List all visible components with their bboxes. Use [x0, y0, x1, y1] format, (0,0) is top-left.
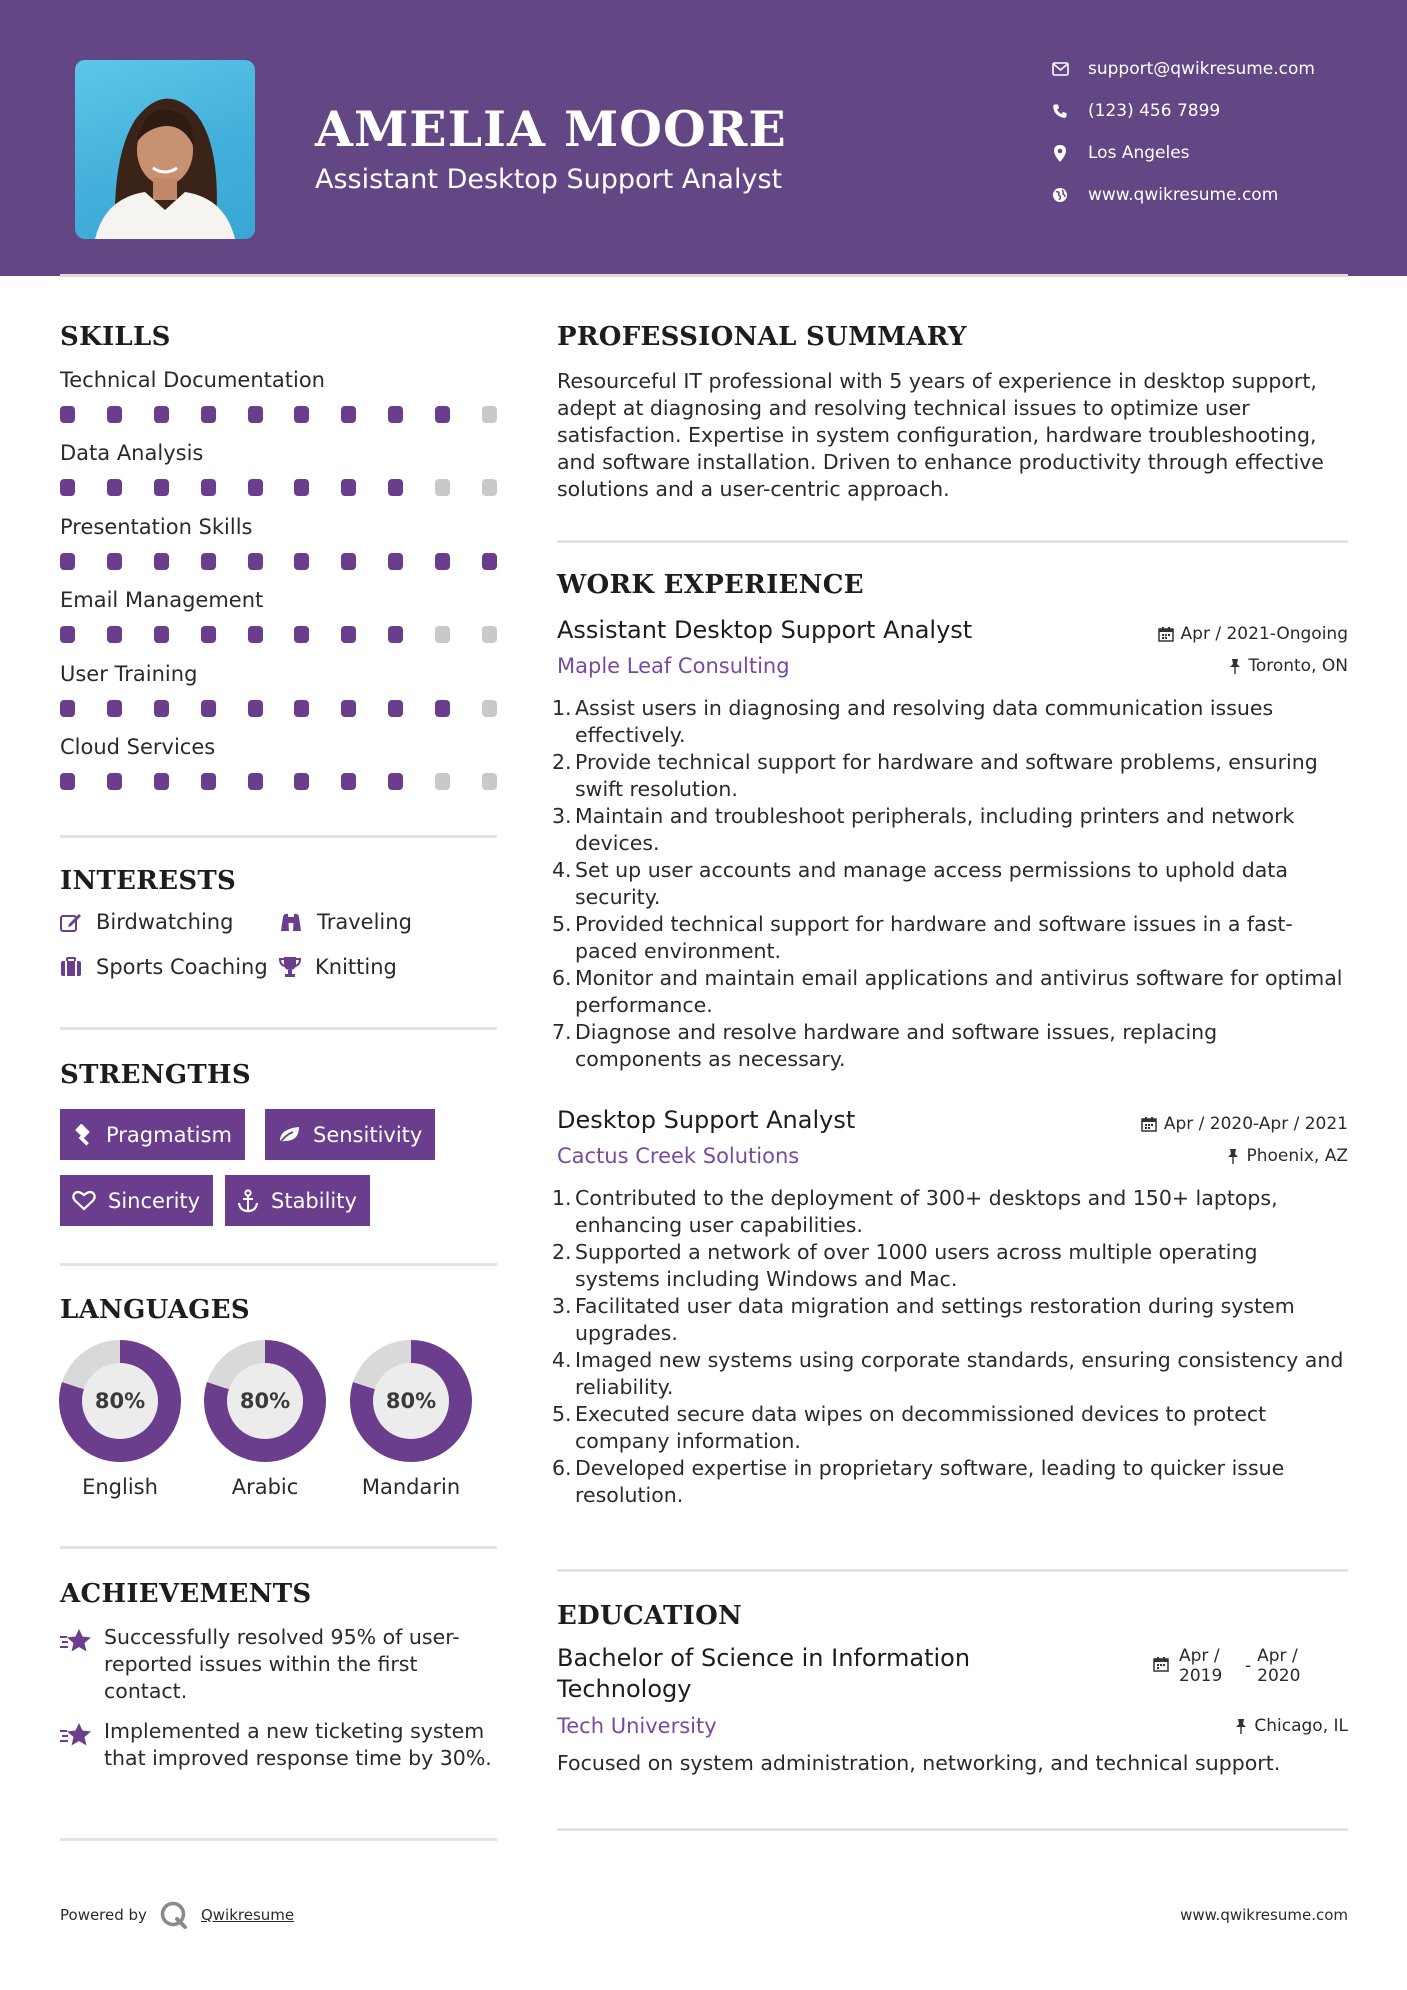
skill-rating	[60, 479, 497, 497]
job-bullet-item	[552, 1239, 1347, 1293]
rating-dot-filled	[388, 553, 403, 570]
job-bullet-item	[552, 911, 1347, 965]
skill-rating	[60, 406, 497, 424]
rating-dot-filled	[341, 700, 356, 717]
bullet-text: Facilitated user data migration and settings restoration during system upgrades.	[575, 1294, 1295, 1345]
skill-label: Technical Documentation	[60, 368, 325, 392]
section-divider	[557, 1569, 1348, 1572]
job-bullet-item	[552, 1347, 1347, 1401]
interest-item-sports-coaching	[60, 955, 268, 979]
bullet-text: Imaged new systems using corporate standards, ensuring consistency and reliability.	[575, 1348, 1344, 1399]
rating-dot-empty	[482, 700, 497, 717]
rating-dot-empty	[435, 773, 450, 790]
rating-dot-filled	[60, 700, 75, 717]
strength-label: Sincerity	[108, 1188, 201, 1213]
trophy-icon	[279, 956, 301, 978]
contact-website[interactable]	[1050, 180, 1278, 210]
star-icon	[60, 1628, 92, 1654]
language-percent: 80%	[82, 1363, 158, 1439]
experience-heading: WORK EXPERIENCE	[557, 570, 864, 600]
suitcase-icon	[60, 957, 82, 977]
section-divider	[60, 1838, 497, 1841]
job-bullet-item	[552, 857, 1347, 911]
job-company: Cactus Creek Solutions	[557, 1144, 800, 1168]
rating-dot-filled	[482, 553, 497, 570]
star-icon	[60, 1722, 92, 1748]
education-description: Focused on system administration, networking, and technical support.	[557, 1751, 1281, 1775]
education-date-separator: -	[1245, 1656, 1252, 1676]
bullet-number: 1.	[552, 696, 572, 720]
education-heading: EDUCATION	[557, 1601, 743, 1631]
strengths-heading: STRENGTHS	[60, 1060, 251, 1090]
calendar-icon	[1153, 1656, 1169, 1672]
rating-dot-filled	[60, 479, 75, 496]
leaf-icon	[277, 1125, 301, 1145]
rating-dot-filled	[154, 700, 169, 717]
language-progress-ring	[204, 1340, 326, 1462]
interest-label: Traveling	[317, 910, 412, 934]
rating-dot-filled	[248, 553, 263, 570]
rating-dot-filled	[248, 626, 263, 643]
rating-dot-filled	[154, 773, 169, 790]
rating-dot-filled	[201, 700, 216, 717]
footer-website[interactable]: www.qwikresume.com	[1180, 1906, 1348, 1924]
powered-by-label: Powered by	[60, 1906, 147, 1924]
rating-dot-filled	[107, 479, 122, 496]
skill-rating	[60, 700, 497, 718]
globe-icon	[1050, 185, 1070, 205]
job-location-text: Toronto, ON	[1248, 656, 1348, 676]
pushpin-icon	[1227, 1148, 1239, 1164]
bullet-text: Supported a network of over 1000 users across multiple operating systems including Windows and Mac.	[575, 1240, 1258, 1291]
education-degree: Bachelor of Science in Information Technology	[557, 1644, 971, 1703]
rating-dot-filled	[388, 406, 403, 423]
interest-label: Sports Coaching	[96, 955, 268, 979]
bullet-number: 2.	[552, 750, 572, 774]
bullet-number: 4.	[552, 858, 572, 882]
rating-dot-filled	[154, 553, 169, 570]
strength-badge-sensitivity	[265, 1109, 435, 1160]
bullet-text: Maintain and troubleshoot peripherals, including printers and network devices.	[575, 804, 1295, 855]
rating-dot-filled	[60, 406, 75, 423]
rating-dot-filled	[435, 553, 450, 570]
rating-dot-filled	[248, 773, 263, 790]
rating-dot-empty	[482, 773, 497, 790]
contact-location	[1050, 138, 1190, 168]
bullet-text: Provided technical support for hardware and software issues in a fast-paced environment.	[575, 912, 1293, 963]
rating-dot-empty	[482, 406, 497, 423]
interest-item-traveling	[279, 910, 412, 934]
contact-phone-text: (123) 456 7899	[1088, 101, 1221, 121]
bullet-number: 5.	[552, 912, 572, 936]
binoculars-icon	[279, 911, 303, 933]
bullet-number: 5.	[552, 1402, 572, 1426]
pushpin-icon	[1229, 658, 1241, 674]
rating-dot-filled	[388, 626, 403, 643]
rating-dot-filled	[435, 700, 450, 717]
rating-dot-filled	[201, 626, 216, 643]
bullet-number: 3.	[552, 804, 572, 828]
achievements-heading: ACHIEVEMENTS	[60, 1579, 312, 1609]
rating-dot-filled	[388, 700, 403, 717]
bullet-number: 2.	[552, 1240, 572, 1264]
bullet-text: Contributed to the deployment of 300+ desktops and 150+ laptops, enhancing user capabilities.	[575, 1186, 1278, 1237]
bullet-text: Developed expertise in proprietary software, leading to quicker issue resolution.	[575, 1456, 1285, 1507]
rating-dot-filled	[294, 700, 309, 717]
section-divider	[557, 1828, 1348, 1831]
education-location-text: Chicago, IL	[1254, 1716, 1348, 1736]
job-bullet-item	[552, 803, 1347, 857]
rating-dot-filled	[248, 406, 263, 423]
job-location	[1229, 656, 1348, 676]
language-percent: 80%	[227, 1363, 303, 1439]
job-bullet-item	[552, 1293, 1347, 1347]
bullet-number: 1.	[552, 1186, 572, 1210]
bullet-text: Assist users in diagnosing and resolving data communication issues effectively.	[575, 696, 1274, 747]
gavel-icon	[72, 1124, 94, 1146]
qwikresume-link[interactable]: Qwikresume	[200, 1906, 295, 1924]
rating-dot-filled	[107, 553, 122, 570]
rating-dot-filled	[341, 773, 356, 790]
rating-dot-filled	[294, 626, 309, 643]
section-divider	[60, 835, 497, 838]
anchor-icon	[237, 1189, 259, 1213]
rating-dot-filled	[294, 553, 309, 570]
bullet-number: 6.	[552, 1456, 572, 1480]
education-date-start: Apr / 2019	[1179, 1646, 1223, 1686]
job-location-text: Phoenix, AZ	[1246, 1146, 1348, 1166]
candidate-title: Assistant Desktop Support Analyst	[315, 164, 783, 195]
education-date-end: Apr / 2020	[1257, 1646, 1301, 1686]
job-bullet-item	[552, 1401, 1347, 1455]
rating-dot-filled	[435, 406, 450, 423]
strength-label: Pragmatism	[106, 1122, 232, 1147]
job-bullet-item	[552, 1455, 1347, 1509]
map-marker-icon	[1050, 143, 1070, 163]
section-divider	[60, 1546, 497, 1549]
skill-rating	[60, 773, 497, 791]
rating-dot-filled	[107, 626, 122, 643]
job-bullet-item	[552, 695, 1347, 749]
rating-dot-filled	[341, 626, 356, 643]
job-dates-text: Apr / 2020-Apr / 2021	[1163, 1114, 1348, 1134]
language-progress-ring	[350, 1340, 472, 1462]
rating-dot-filled	[388, 479, 403, 496]
strength-label: Sensitivity	[313, 1122, 423, 1147]
achievement-item: Successfully resolved 95% of user-reported issues within the first contact.	[104, 1625, 460, 1703]
skill-label: Presentation Skills	[60, 514, 253, 539]
bullet-number: 4.	[552, 1348, 572, 1372]
job-dates	[1158, 624, 1348, 644]
strength-label: Stability	[271, 1188, 357, 1213]
rating-dot-filled	[294, 773, 309, 790]
resume-header	[0, 0, 1407, 276]
pushpin-icon	[1235, 1718, 1247, 1734]
rating-dot-filled	[154, 479, 169, 496]
rating-dot-filled	[248, 700, 263, 717]
skill-label: Data Analysis	[60, 441, 204, 466]
rating-dot-filled	[154, 406, 169, 423]
education-school: Tech University	[557, 1714, 717, 1738]
bullet-text: Set up user accounts and manage access permissions to uphold data security.	[575, 858, 1288, 909]
job-location	[1227, 1146, 1348, 1166]
footer-powered-by	[60, 1900, 294, 1930]
interest-item-knitting	[279, 955, 397, 979]
rating-dot-empty	[435, 479, 450, 496]
job-company: Maple Leaf Consulting	[557, 654, 790, 678]
skill-label: Cloud Services	[60, 735, 216, 759]
skills-heading: SKILLS	[60, 322, 171, 352]
rating-dot-empty	[482, 479, 497, 496]
rating-dot-filled	[341, 553, 356, 570]
rating-dot-filled	[248, 479, 263, 496]
job-dates-text: Apr / 2021-Ongoing	[1180, 624, 1348, 644]
job-bullet-item	[552, 1019, 1347, 1073]
contact-phone[interactable]	[1050, 96, 1220, 126]
summary-heading: PROFESSIONAL SUMMARY	[557, 322, 967, 352]
skill-rating	[60, 553, 497, 571]
job-bullets	[552, 695, 1347, 1073]
phone-icon	[1050, 101, 1070, 121]
contact-website-text: www.qwikresume.com	[1088, 185, 1279, 205]
qwikresume-logo-icon	[159, 1900, 189, 1930]
rating-dot-filled	[201, 479, 216, 496]
rating-dot-filled	[60, 553, 75, 570]
heart-icon	[72, 1190, 96, 1211]
bullet-text: Provide technical support for hardware and software problems, ensuring swift resolution.	[575, 750, 1318, 801]
job-title: Assistant Desktop Support Analyst	[557, 616, 973, 644]
job-dates	[1141, 1114, 1348, 1134]
contact-email[interactable]	[1050, 54, 1315, 84]
interests-heading: INTERESTS	[60, 866, 237, 896]
bullet-text: Diagnose and resolve hardware and software issues, replacing components as necessary.	[575, 1020, 1218, 1071]
language-name: Mandarin	[361, 1475, 461, 1499]
language-name: Arabic	[231, 1475, 299, 1499]
interest-item-birdwatching	[60, 910, 233, 934]
rating-dot-filled	[294, 406, 309, 423]
strength-badge-sincerity	[60, 1175, 213, 1226]
rating-dot-empty	[482, 626, 497, 643]
language-progress-ring	[59, 1340, 181, 1462]
calendar-icon	[1158, 626, 1174, 642]
rating-dot-filled	[107, 773, 122, 790]
language-name: English	[82, 1475, 158, 1499]
rating-dot-filled	[154, 626, 169, 643]
edit-icon	[60, 912, 82, 932]
candidate-name: AMELIA MOORE	[315, 100, 787, 158]
bullet-number: 3.	[552, 1294, 572, 1318]
contact-location-text: Los Angeles	[1088, 143, 1190, 163]
education-location	[1235, 1716, 1348, 1736]
rating-dot-filled	[60, 773, 75, 790]
rating-dot-filled	[60, 626, 75, 643]
interest-label: Knitting	[315, 955, 397, 979]
languages-heading: LANGUAGES	[60, 1295, 250, 1325]
job-bullet-item	[552, 965, 1347, 1019]
summary-text: Resourceful IT professional with 5 years of experience in desktop support, adept at diagnosing and resolving technical issues to optimize user satisfaction. Expertise in system configuration, hardware troubleshooting, and software installation. Driven to enhance productivity through effective solutions and a user-centric approach.	[557, 369, 1324, 501]
profile-photo-illustration	[75, 60, 255, 239]
job-bullet-item	[552, 1185, 1347, 1239]
bullet-text: Monitor and maintain email applications and antivirus software for optimal performance.	[575, 966, 1343, 1017]
bullet-text: Executed secure data wipes on decommissioned devices to protect company information.	[575, 1402, 1267, 1453]
rating-dot-filled	[341, 406, 356, 423]
education-dates	[1153, 1646, 1301, 1686]
achievement-item: Implemented a new ticketing system that improved response time by 30%.	[104, 1719, 492, 1770]
strength-badge-stability	[225, 1175, 370, 1226]
strength-badge-pragmatism	[60, 1109, 245, 1160]
calendar-icon	[1141, 1116, 1157, 1132]
interest-label: Birdwatching	[96, 910, 234, 934]
rating-dot-filled	[294, 479, 309, 496]
section-divider	[60, 1027, 497, 1030]
job-title: Desktop Support Analyst	[557, 1106, 856, 1134]
section-divider	[60, 1263, 497, 1266]
rating-dot-filled	[201, 406, 216, 423]
rating-dot-filled	[107, 406, 122, 423]
skill-label: Email Management	[60, 588, 264, 613]
section-divider	[557, 540, 1348, 543]
skill-label: User Training	[60, 661, 198, 686]
rating-dot-filled	[341, 479, 356, 496]
rating-dot-filled	[388, 773, 403, 790]
skill-rating	[60, 626, 497, 644]
language-percent: 80%	[373, 1363, 449, 1439]
bullet-number: 7.	[552, 1020, 572, 1044]
profile-photo	[75, 60, 255, 239]
envelope-icon	[1050, 59, 1070, 79]
job-bullet-item	[552, 749, 1347, 803]
header-divider	[60, 274, 1348, 277]
rating-dot-empty	[435, 626, 450, 643]
rating-dot-filled	[201, 553, 216, 570]
contact-email-text: support@qwikresume.com	[1088, 59, 1315, 79]
job-bullets	[552, 1185, 1347, 1509]
rating-dot-filled	[107, 700, 122, 717]
bullet-number: 6.	[552, 966, 572, 990]
rating-dot-filled	[201, 773, 216, 790]
